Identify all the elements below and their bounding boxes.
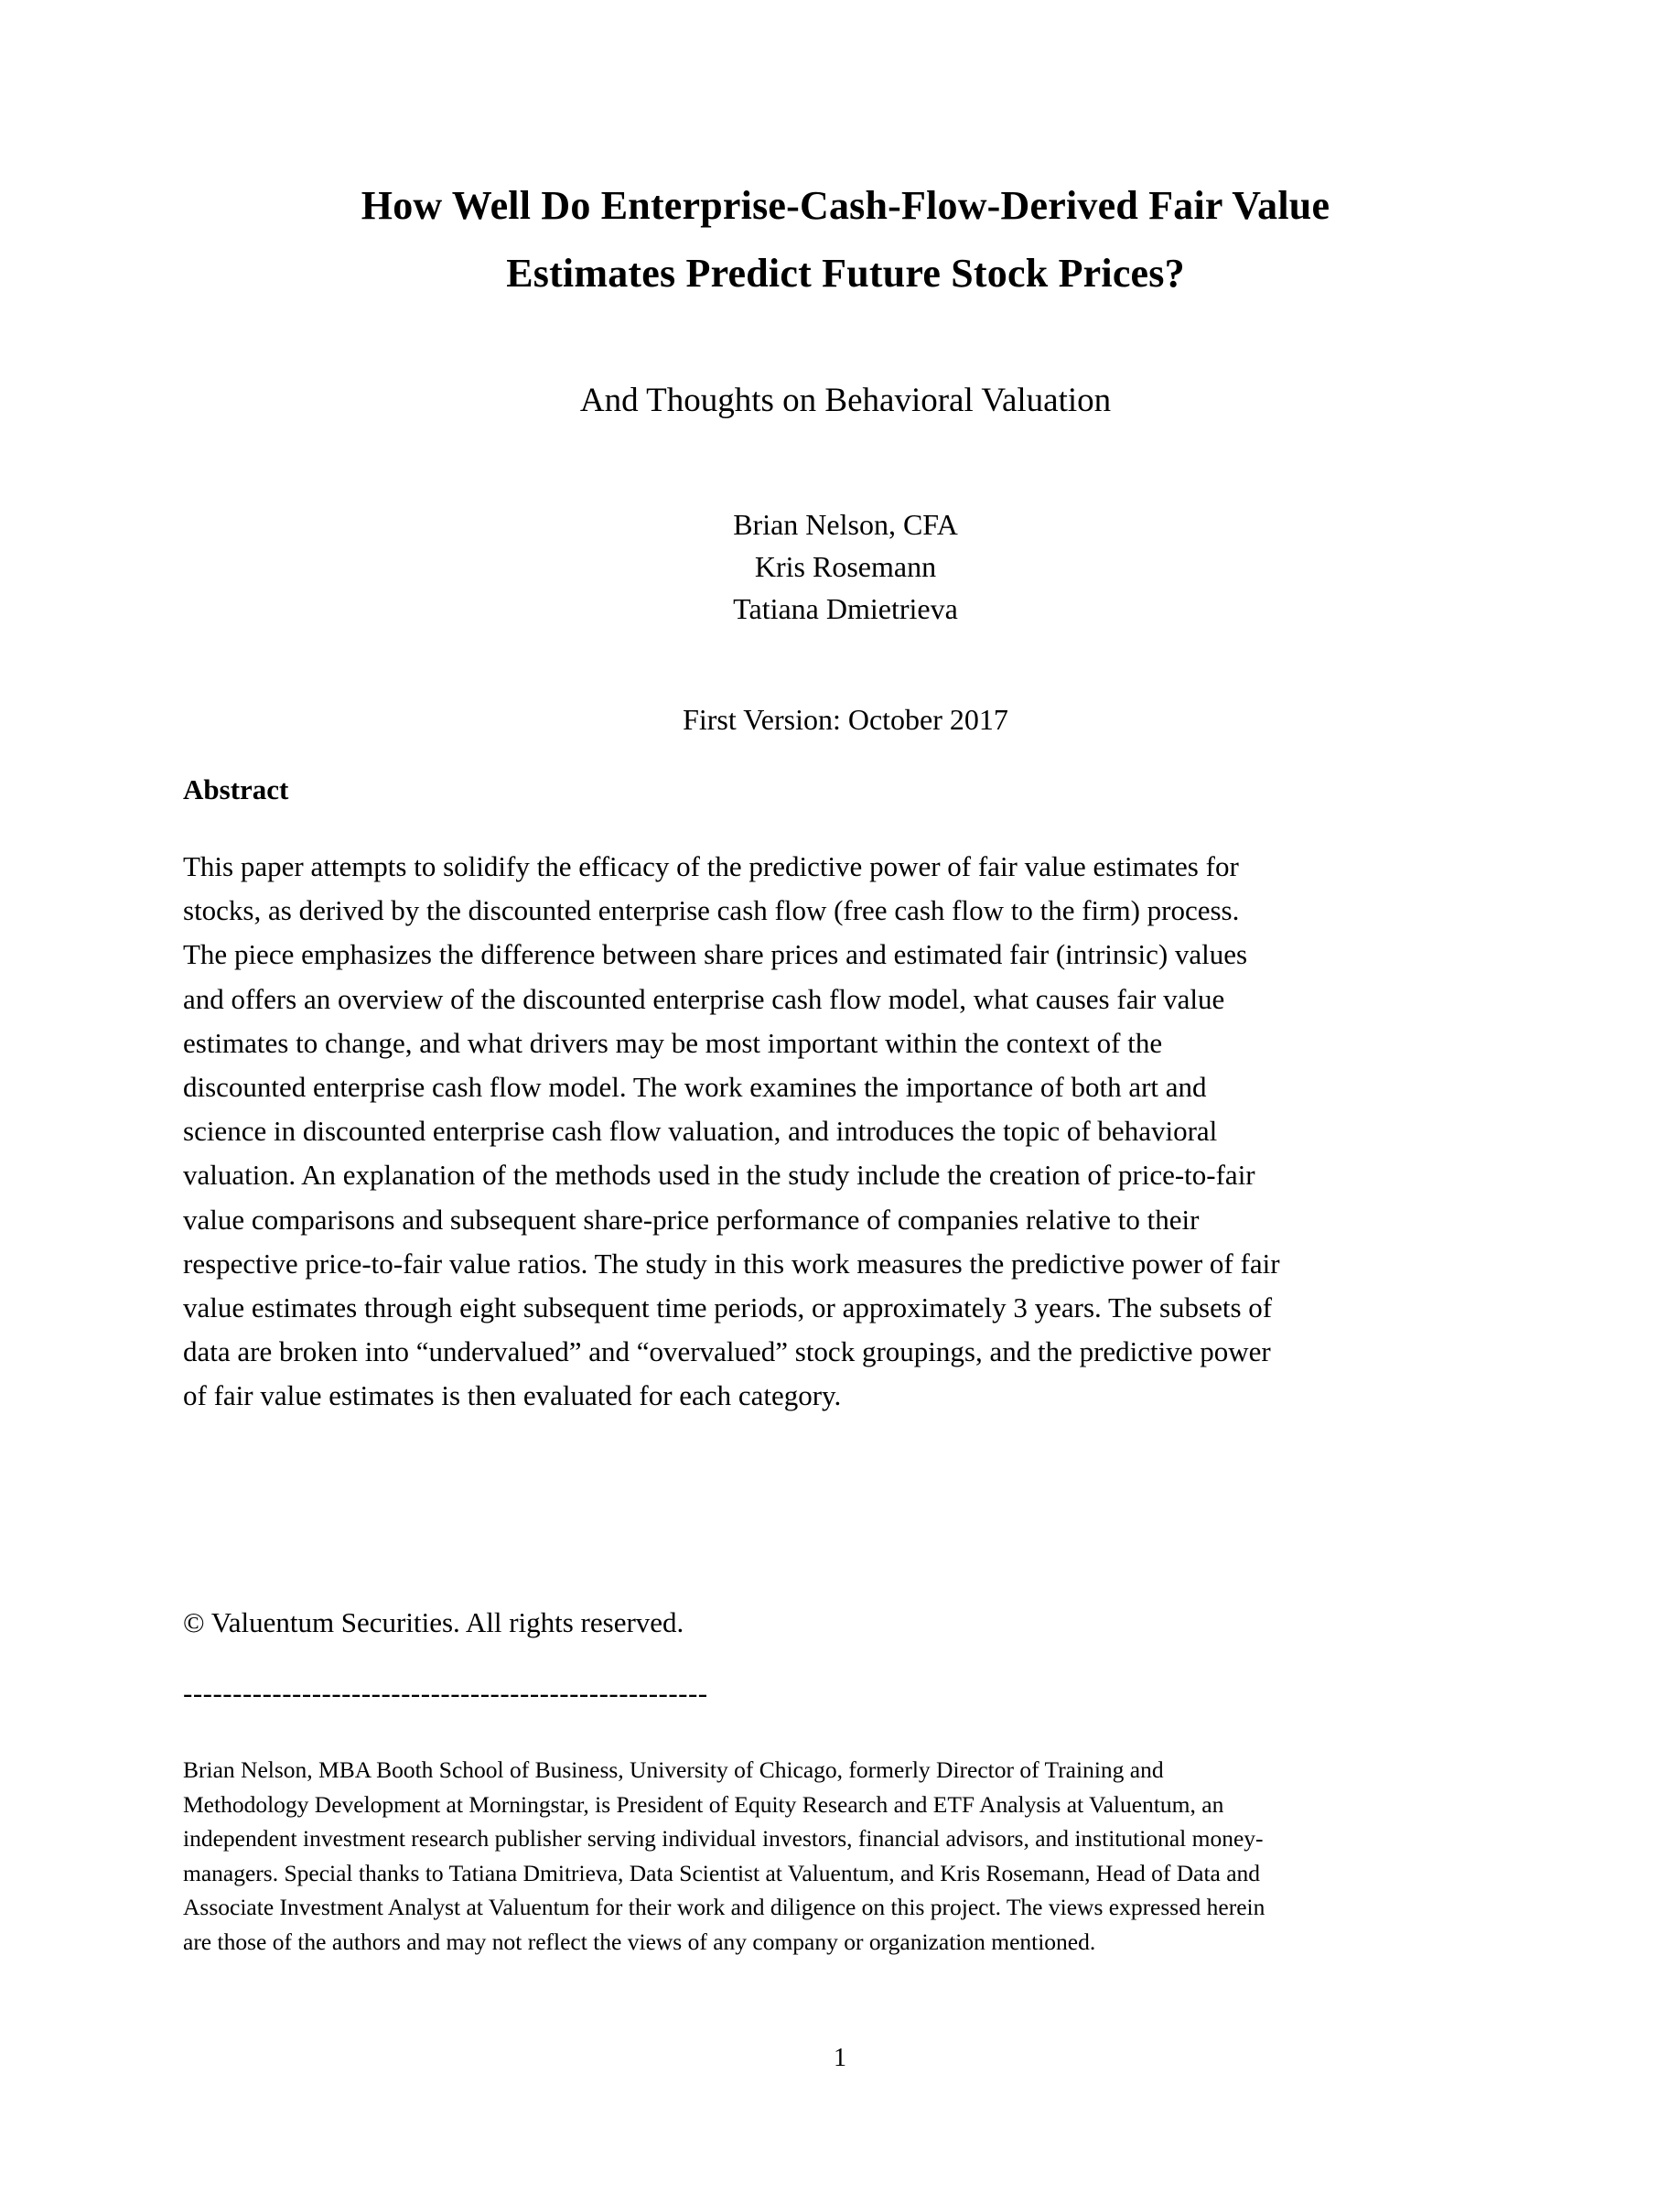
author-list	[183, 503, 1508, 630]
abstract-line: stocks, as derived by the discounted enterprise cash flow (free cash flow to the firm) process.	[183, 894, 1240, 927]
abstract-line: discounted enterprise cash flow model. The work examines the importance of both art and	[183, 1071, 1207, 1104]
abstract-line: The piece emphasizes the difference between share prices and estimated fair (intrinsic) values	[183, 938, 1248, 971]
abstract-line: valuation. An explanation of the methods used in the study include the creation of price-to-fair	[183, 1159, 1255, 1192]
footnote-line: Associate Investment Analyst at Valuentum for their work and diligence on this project. The views expressed herein	[183, 1894, 1265, 1920]
author-name: Kris Rosemann	[754, 550, 937, 583]
abstract-line: value estimates through eight subsequent time periods, or approximately 3 years. The subsets of	[183, 1291, 1273, 1324]
paper-subtitle: And Thoughts on Behavioral Valuation	[579, 382, 1112, 419]
abstract-line: science in discounted enterprise cash flow valuation, and introduces the topic of behavioral	[183, 1115, 1218, 1148]
author-name: Tatiana Dmietrieva	[733, 592, 958, 625]
abstract-heading: Abstract	[183, 773, 289, 805]
abstract-line: estimates to change, and what drivers may be most important within the context of the	[183, 1026, 1163, 1059]
abstract-line: of fair value estimates is then evaluated for each category.	[183, 1379, 842, 1412]
footnote-line: managers. Special thanks to Tatiana Dmitrieva, Data Scientist at Valuentum, and Kris Rosemann, Head of Data and	[183, 1859, 1261, 1886]
footnote-line: are those of the authors and may not reflect the views of any company or organization mentioned.	[183, 1928, 1096, 1955]
copyright-notice: © Valuentum Securities. All rights reserved.	[183, 1606, 684, 1638]
abstract-line: and offers an overview of the discounted enterprise cash flow model, what causes fair value	[183, 982, 1225, 1015]
abstract-line: data are broken into “undervalued” and “overvalued” stock groupings, and the predictive power	[183, 1335, 1271, 1368]
footnote-line: independent investment research publisher serving individual investors, financial advisors, and institutional money-	[183, 1825, 1264, 1852]
version-date: First Version: October 2017	[683, 703, 1008, 736]
footnote-line: Brian Nelson, MBA Booth School of Business, University of Chicago, formerly Director of Training and	[183, 1756, 1164, 1783]
abstract-line: value comparisons and subsequent share-price performance of companies relative to their	[183, 1203, 1200, 1236]
footnote-separator: -----------------------------------------------------	[183, 1677, 708, 1709]
title-line-1: How Well Do Enterprise-Cash-Flow-Derived Fair Value	[361, 183, 1330, 228]
abstract-line: This paper attempts to solidify the efficacy of the predictive power of fair value estimates for	[183, 850, 1239, 882]
title-line-2: Estimates Predict Future Stock Prices?	[506, 251, 1185, 296]
footnote-line: Methodology Development at Morningstar, is President of Equity Research and ETF Analysis at Valuentum, an	[183, 1790, 1224, 1818]
author-name: Brian Nelson, CFA	[733, 508, 958, 541]
page-number: 1	[834, 2044, 846, 2072]
abstract-body	[183, 845, 1519, 1419]
abstract-line: respective price-to-fair value ratios. The study in this work measures the predictive power of fair	[183, 1247, 1280, 1280]
author-footnote	[183, 1753, 1528, 1959]
paper-title	[183, 172, 1508, 308]
